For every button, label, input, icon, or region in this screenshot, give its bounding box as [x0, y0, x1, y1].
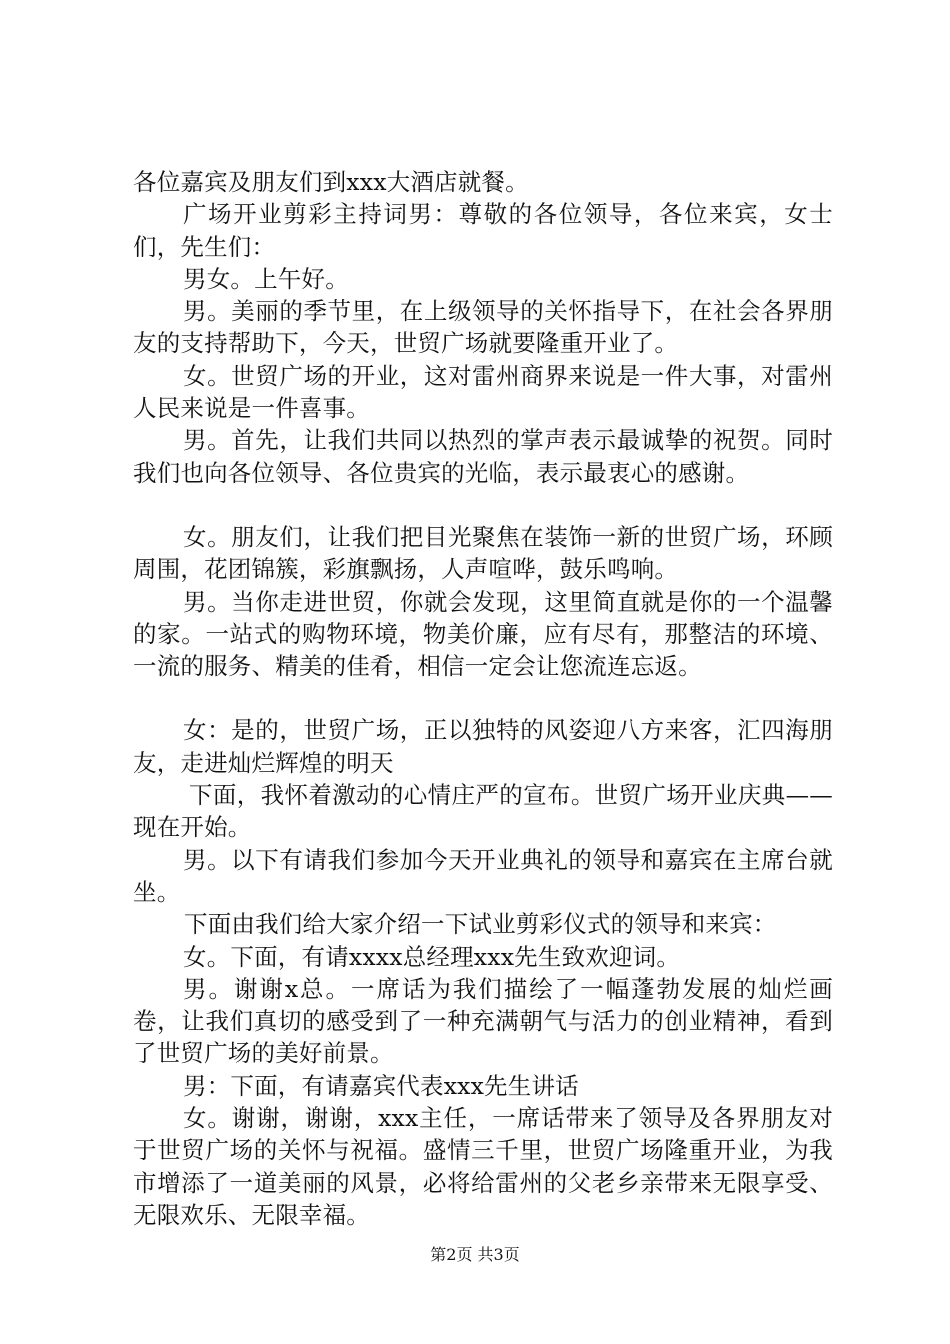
paragraph: 各位嘉宾及朋友们到xxx大酒店就餐。: [133, 168, 529, 196]
paragraph: 下面由我们给大家介绍一下试业剪彩仪式的领导和来宾：: [184, 910, 777, 939]
document-body: [133, 166, 833, 1231]
paragraph: 女。朋友们，让我们把目光聚焦在装饰一新的世贸广场，环顾周围，花团锦簇，彩旗飘扬，人声喧哗，鼓乐鸣响。: [133, 522, 833, 584]
paragraph: 女。世贸广场的开业，这对雷州商界来说是一件大事，对雷州人民来说是一件喜事。: [133, 361, 833, 423]
paragraph: 女：是的，世贸广场，正以独特的风姿迎八方来客，汇四海朋友，走进灿烂辉煌的明天: [133, 716, 833, 777]
page-number: 第2页 共3页: [430, 1245, 520, 1264]
paragraph: 广场开业剪彩主持词男：尊敬的各位领导，各位来宾，女士们，先生们：: [133, 200, 833, 261]
paragraph: 男。谢谢x总。一席话为我们描绘了一幅蓬勃发展的灿烂画卷，让我们真切的感受到了一种充满朝气与活力的创业精神，看到了世贸广场的美好前景。: [133, 974, 833, 1068]
paragraph: 下面，我怀着激动的心情庄严的宣布。世贸广场开业庆典——现在开始。: [133, 781, 833, 842]
paragraph: 男。首先，让我们共同以热烈的掌声表示最诚挚的祝贺。同时我们也向各位领导、各位贵宾的光临，表示最衷心的感谢。: [133, 426, 833, 487]
paragraph: 男。以下有请我们参加今天开业典礼的领导和嘉宾在主席台就坐。: [133, 845, 833, 906]
paragraph-spacer: [133, 682, 833, 714]
paragraph: 男。当你走进世贸，你就会发现，这里简直就是你的一个温馨的家。一站式的购物环境，物美价廉，应有尽有，那整洁的环境、一流的服务、精美的佳肴，相信一定会让您流连忘返。: [133, 587, 833, 681]
paragraph: 女。谢谢，谢谢，xxx主任，一席话带来了领导及各界朋友对于世贸广场的关怀与祝福。盛情三千里，世贸广场隆重开业，为我市增添了一道美丽的风景，必将给雷州的父老乡亲带来无限享受、无限欢乐、无限幸福。: [133, 1104, 833, 1229]
paragraph-spacer: [133, 489, 833, 521]
paragraph: 男：下面，有请嘉宾代表xxx先生讲话: [183, 1071, 579, 1100]
paragraph: 女。下面，有请xxxx总经理xxx先生致欢迎词。: [183, 942, 681, 971]
paragraph: 男。美丽的季节里，在上级领导的关怀指导下，在社会各界朋友的支持帮助下，今天，世贸广场就要隆重开业了。: [133, 297, 833, 358]
paragraph: 男女。上午好。: [183, 264, 349, 293]
